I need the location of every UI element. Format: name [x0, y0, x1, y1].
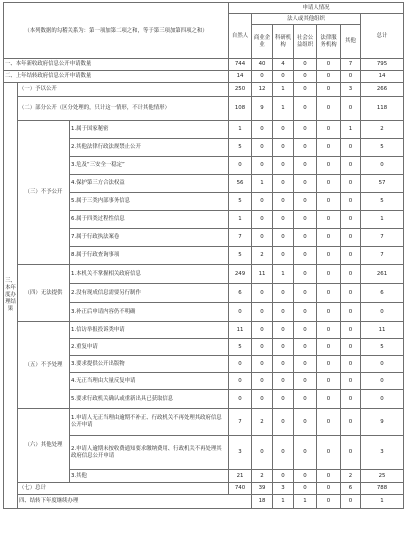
row-label: 3.危及“三安全一稳定” — [70, 157, 229, 175]
natural-person-header: 自然人 — [229, 14, 252, 59]
value-cell: 0 — [317, 284, 341, 303]
row-label: 5.要求行政机关确认或重新出具已获取信息 — [70, 390, 229, 409]
value-cell: 0 — [341, 303, 361, 322]
value-cell: 0 — [317, 483, 341, 495]
value-cell: 0 — [252, 373, 273, 390]
value-cell: 3 — [361, 436, 404, 470]
value-cell: 40 — [252, 59, 273, 71]
value-cell: 6 — [229, 284, 252, 303]
value-cell: 0 — [252, 322, 273, 339]
value-cell: 0 — [341, 265, 361, 284]
row-label: 二、上年结转政府信息公开申请数量 — [4, 71, 229, 83]
value-cell: 1 — [341, 121, 361, 139]
total-header: 总计 — [361, 14, 404, 59]
value-cell: 0 — [229, 373, 252, 390]
value-cell: 0 — [273, 390, 294, 409]
value-cell: 0 — [252, 229, 273, 247]
value-cell: 0 — [252, 356, 273, 373]
value-cell: 0 — [273, 211, 294, 229]
value-cell: 0 — [273, 373, 294, 390]
value-cell: 1 — [361, 211, 404, 229]
table-row — [4, 97, 404, 121]
value-cell: 57 — [361, 175, 404, 193]
section-three-label: 三、本年度办理结果 — [4, 83, 18, 509]
value-cell: 0 — [341, 390, 361, 409]
value-cell: 0 — [317, 339, 341, 356]
value-cell: 0 — [317, 356, 341, 373]
group-label: （四）无法提供 — [18, 265, 70, 322]
value-cell: 0 — [317, 59, 341, 71]
column-header: 商业企业 — [252, 25, 273, 59]
value-cell: 0 — [317, 211, 341, 229]
information-disclosure-table — [3, 2, 404, 509]
value-cell: 2 — [341, 470, 361, 483]
value-cell: 0 — [317, 175, 341, 193]
value-cell: 5 — [361, 339, 404, 356]
value-cell: 0 — [294, 157, 317, 175]
header-row-1 — [4, 3, 404, 14]
value-cell: 0 — [273, 470, 294, 483]
value-cell: 9 — [361, 409, 404, 436]
value-cell: 21 — [229, 470, 252, 483]
value-cell: 0 — [294, 303, 317, 322]
value-cell: 0 — [294, 483, 317, 495]
value-cell: 0 — [273, 436, 294, 470]
value-cell: 0 — [341, 71, 361, 83]
value-cell: 5 — [229, 193, 252, 211]
column-header: 法律服务机构 — [317, 25, 341, 59]
value-cell: 0 — [341, 229, 361, 247]
value-cell: 0 — [317, 121, 341, 139]
value-cell: 0 — [317, 83, 341, 97]
value-cell: 0 — [317, 229, 341, 247]
value-cell: 0 — [229, 390, 252, 409]
row-label: 2.申请人逾期未按收费通知要求缴纳费用、行政机关不再处理其政府信息公开申请 — [70, 436, 229, 470]
applicant-group-header: 申请人情况 — [229, 3, 404, 14]
value-cell: 11 — [361, 322, 404, 339]
value-cell: 0 — [294, 71, 317, 83]
value-cell: 0 — [294, 409, 317, 436]
row-label: 6.属于四类过程性信息 — [70, 211, 229, 229]
value-cell: 0 — [273, 229, 294, 247]
value-cell: 0 — [294, 59, 317, 71]
value-cell: 7 — [229, 409, 252, 436]
value-cell: 0 — [294, 175, 317, 193]
value-cell: 0 — [341, 193, 361, 211]
value-cell: 0 — [273, 193, 294, 211]
row-label: 4.无正当理由大量反复申请 — [70, 373, 229, 390]
row-label: 四、结转下年度继续办理 — [18, 495, 252, 509]
value-cell: 0 — [294, 390, 317, 409]
value-cell: 0 — [294, 322, 317, 339]
value-cell: 6 — [361, 284, 404, 303]
value-cell: 266 — [361, 83, 404, 97]
row-label: 3.其他 — [70, 470, 229, 483]
row-label: 2.其他法律行政法规禁止公开 — [70, 139, 229, 157]
value-cell: 1 — [361, 495, 404, 509]
value-cell: 0 — [252, 436, 273, 470]
value-cell: 0 — [294, 356, 317, 373]
value-cell: 0 — [229, 157, 252, 175]
value-cell: 0 — [361, 390, 404, 409]
row-label: 5.属于三类内部事务信息 — [70, 193, 229, 211]
value-cell: 0 — [317, 390, 341, 409]
row-label: 1.属于国家秘密 — [70, 121, 229, 139]
value-cell: 5 — [361, 193, 404, 211]
group-label: （三）不予公开 — [18, 121, 70, 265]
value-cell: 261 — [361, 265, 404, 284]
value-cell: 0 — [294, 436, 317, 470]
value-cell: 9 — [252, 97, 273, 121]
value-cell: 0 — [317, 495, 341, 509]
value-cell: 0 — [341, 409, 361, 436]
value-cell: 0 — [317, 409, 341, 436]
value-cell: 0 — [273, 409, 294, 436]
row-label: （一）予以公开 — [18, 83, 229, 97]
value-cell: 14 — [229, 71, 252, 83]
column-header: 社会公益组织 — [294, 25, 317, 59]
value-cell: 0 — [252, 390, 273, 409]
value-cell: 1 — [229, 211, 252, 229]
table-row — [4, 121, 404, 139]
value-cell: 0 — [252, 121, 273, 139]
value-cell: 5 — [229, 139, 252, 157]
value-cell: 0 — [252, 157, 273, 175]
value-cell: 7 — [361, 229, 404, 247]
value-cell: 0 — [252, 71, 273, 83]
value-cell: 0 — [294, 265, 317, 284]
value-cell: 3 — [341, 83, 361, 97]
value-cell: 5 — [229, 247, 252, 265]
value-cell: 0 — [317, 303, 341, 322]
value-cell: 18 — [252, 495, 273, 509]
value-cell: 0 — [317, 157, 341, 175]
value-cell: 0 — [317, 265, 341, 284]
table-row — [4, 483, 404, 495]
value-cell: 11 — [229, 322, 252, 339]
value-cell: 0 — [341, 356, 361, 373]
value-cell: 0 — [294, 339, 317, 356]
value-cell: 0 — [341, 139, 361, 157]
value-cell: 0 — [229, 303, 252, 322]
value-cell: 5 — [361, 139, 404, 157]
value-cell: 0 — [273, 121, 294, 139]
value-cell: 0 — [273, 284, 294, 303]
value-cell: 788 — [361, 483, 404, 495]
column-header: 其他 — [341, 25, 361, 59]
value-cell: 0 — [317, 470, 341, 483]
value-cell: 2 — [252, 409, 273, 436]
value-cell: 7 — [229, 229, 252, 247]
value-cell: 0 — [361, 157, 404, 175]
row-label: （七）总计 — [18, 483, 229, 495]
value-cell: 0 — [341, 495, 361, 509]
row-label: 8.属于行政查询事项 — [70, 247, 229, 265]
value-cell: 108 — [229, 97, 252, 121]
value-cell: 740 — [229, 483, 252, 495]
value-cell: 3 — [273, 483, 294, 495]
row-label: 2.重复申请 — [70, 339, 229, 356]
value-cell: 0 — [341, 373, 361, 390]
value-cell: 0 — [294, 121, 317, 139]
table-row — [4, 265, 404, 284]
value-cell: 0 — [273, 356, 294, 373]
value-cell: 0 — [341, 247, 361, 265]
value-cell: 0 — [317, 71, 341, 83]
value-cell: 0 — [273, 175, 294, 193]
value-cell: 0 — [317, 373, 341, 390]
row-label: 3.要求提供公开出版物 — [70, 356, 229, 373]
group-label: （五）不予处理 — [18, 322, 70, 409]
value-cell: 1 — [273, 83, 294, 97]
value-cell: 0 — [294, 470, 317, 483]
value-cell: 0 — [341, 436, 361, 470]
row-label: 一、本年新收政府信息公开申请数量 — [4, 59, 229, 71]
value-cell: 7 — [341, 59, 361, 71]
value-cell: 2 — [361, 121, 404, 139]
value-cell: 11 — [252, 265, 273, 284]
value-cell: 0 — [294, 284, 317, 303]
value-cell: 0 — [317, 247, 341, 265]
table-row — [4, 83, 404, 97]
value-cell: 0 — [252, 284, 273, 303]
value-cell: 118 — [361, 97, 404, 121]
value-cell: 1 — [294, 495, 317, 509]
value-cell: 0 — [294, 193, 317, 211]
value-cell: 1 — [273, 495, 294, 509]
value-cell: 0 — [252, 139, 273, 157]
value-cell: 0 — [252, 193, 273, 211]
table-row — [4, 322, 404, 339]
value-cell: 0 — [317, 322, 341, 339]
value-cell: 0 — [252, 303, 273, 322]
value-cell: 2 — [252, 470, 273, 483]
value-cell: 1 — [252, 175, 273, 193]
value-cell: 250 — [229, 83, 252, 97]
value-cell: 0 — [294, 97, 317, 121]
value-cell: 0 — [341, 157, 361, 175]
value-cell: 1 — [273, 97, 294, 121]
value-cell: 0 — [341, 284, 361, 303]
row-label: 1.本机关不掌握相关政府信息 — [70, 265, 229, 284]
value-cell: 25 — [361, 470, 404, 483]
value-cell: 7 — [361, 247, 404, 265]
legal-group-header: 法人或其他组织 — [252, 14, 361, 25]
row-label: 3.补正后申请内容仍不明确 — [70, 303, 229, 322]
table-row — [4, 409, 404, 436]
value-cell: 744 — [229, 59, 252, 71]
value-cell: 5 — [229, 339, 252, 356]
value-cell: 2 — [252, 247, 273, 265]
value-cell: 4 — [273, 59, 294, 71]
value-cell: 0 — [273, 303, 294, 322]
value-cell: 0 — [273, 247, 294, 265]
value-cell: 56 — [229, 175, 252, 193]
row-label: 1.信访举报投诉类申请 — [70, 322, 229, 339]
value-cell: 0 — [252, 339, 273, 356]
group-label: （六）其他处理 — [18, 409, 70, 483]
value-cell: 0 — [273, 322, 294, 339]
value-cell: 0 — [294, 139, 317, 157]
value-cell: 0 — [341, 339, 361, 356]
value-cell: 0 — [341, 175, 361, 193]
value-cell: 12 — [252, 83, 273, 97]
row-label: 7.属于行政执法案卷 — [70, 229, 229, 247]
value-cell: 0 — [273, 339, 294, 356]
value-cell: 3 — [229, 436, 252, 470]
row-label: 2.没有现成信息需要另行制作 — [70, 284, 229, 303]
value-cell: 0 — [229, 356, 252, 373]
value-cell: 6 — [341, 483, 361, 495]
value-cell: 0 — [294, 211, 317, 229]
table-row — [4, 495, 404, 509]
value-cell: 0 — [273, 157, 294, 175]
column-header: 科研机构 — [273, 25, 294, 59]
value-cell: 0 — [341, 97, 361, 121]
value-cell: 0 — [273, 71, 294, 83]
row-label: （二）部分公开（区分处理的，只计这一情形，不计其他情形） — [18, 97, 229, 121]
value-cell: 0 — [361, 356, 404, 373]
value-cell: 0 — [252, 211, 273, 229]
value-cell: 0 — [317, 193, 341, 211]
value-cell: 0 — [361, 303, 404, 322]
value-cell: 0 — [317, 97, 341, 121]
value-cell: 0 — [294, 83, 317, 97]
value-cell: 0 — [317, 139, 341, 157]
value-cell: 39 — [252, 483, 273, 495]
value-cell: 0 — [294, 373, 317, 390]
value-cell: 795 — [361, 59, 404, 71]
value-cell: 0 — [317, 436, 341, 470]
value-cell: 0 — [341, 211, 361, 229]
row-label: 1.申请人无正当理由逾期不补正、行政机关不再处理其政府信息公开申请 — [70, 409, 229, 436]
header-note: （本列数据的勾稽关系为：第一项加第二项之和，等于第三项加第四项之和） — [4, 3, 229, 59]
value-cell: 0 — [273, 139, 294, 157]
value-cell: 1 — [229, 121, 252, 139]
value-cell: 1 — [273, 265, 294, 284]
value-cell: 0 — [294, 229, 317, 247]
value-cell: 249 — [229, 265, 252, 284]
value-cell: 14 — [361, 71, 404, 83]
table-row — [4, 59, 404, 71]
value-cell: 0 — [341, 322, 361, 339]
value-cell: 0 — [294, 247, 317, 265]
value-cell: 0 — [361, 373, 404, 390]
row-label: 4.保护第三方合法权益 — [70, 175, 229, 193]
table-row — [4, 71, 404, 83]
